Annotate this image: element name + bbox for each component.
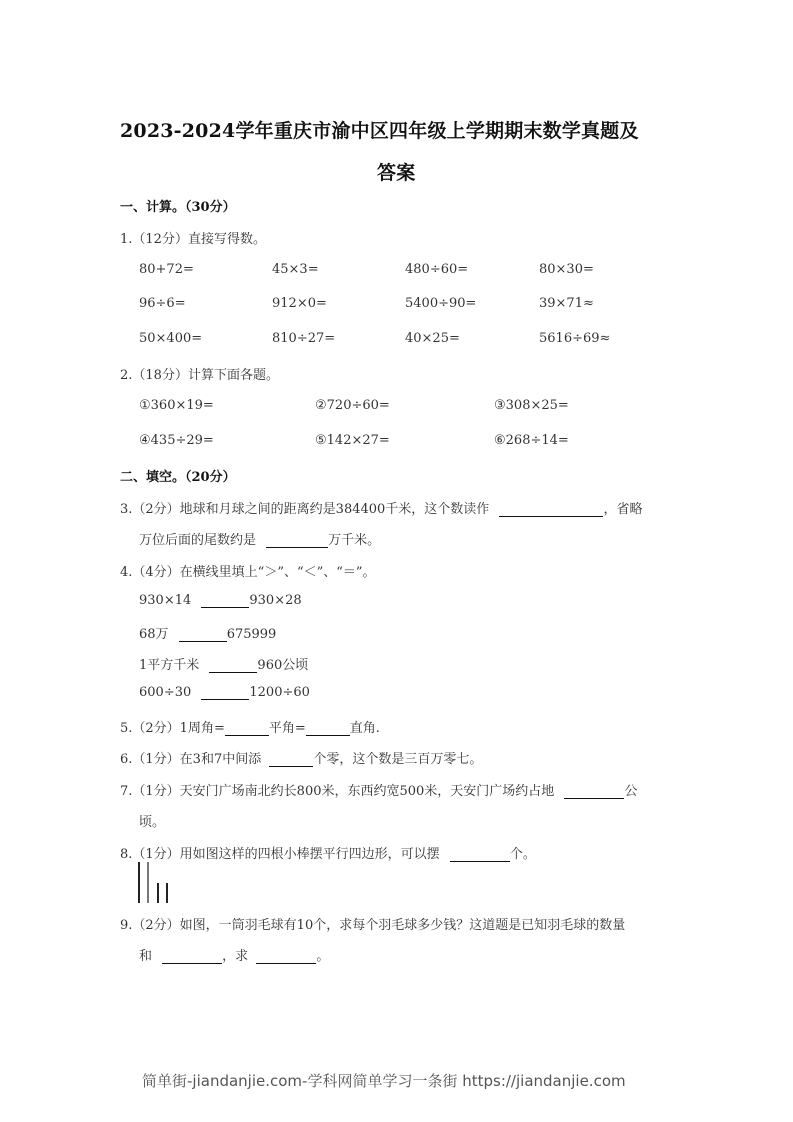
question-3-line2 (139, 529, 380, 548)
question-5 (120, 717, 380, 736)
answer-blank[interactable] (201, 593, 249, 608)
question-9-text: 。 (316, 949, 330, 964)
question-4-label: 4.（4分）在横线里填上“＞”、“＜”、“＝”。 (120, 565, 376, 580)
q1-item: 5616÷69≈ (539, 331, 611, 346)
question-5-text: 5.（2分）1周角= (120, 721, 225, 736)
comparison-right: 1200÷60 (249, 685, 310, 700)
comparison-right: 930×28 (249, 593, 302, 608)
answer-blank[interactable] (564, 784, 624, 799)
q1-item: 5400÷90= (405, 296, 477, 311)
stick-long-2 (147, 862, 149, 903)
comparison-right: 960公顷 (257, 658, 309, 673)
question-9-text: 和 (139, 949, 153, 964)
comparison-right: 675999 (226, 627, 277, 642)
q2-item: ③308×25= (494, 398, 569, 413)
comparison-item (139, 654, 308, 673)
answer-blank[interactable] (201, 685, 249, 700)
question-6 (120, 748, 482, 767)
question-9-text: ，求 (222, 949, 249, 964)
comparison-item (139, 623, 276, 642)
answer-blank[interactable] (499, 502, 603, 517)
question-6-text: 个零，这个数是三百万零七。 (313, 752, 483, 767)
footer-watermark: 简单街-jiandanjie.com-学科网简单学习一条街 https://jiandanjie.com (142, 1072, 626, 1090)
question-2-label: 2.（18分）计算下面各题。 (120, 368, 279, 383)
document-title-line1: 2023-2024学年重庆市渝中区四年级上学期期末数学真题及 (120, 120, 639, 142)
question-7-line1 (120, 780, 637, 799)
q1-item: 480÷60= (405, 262, 469, 277)
question-5-text: 平角= (268, 721, 306, 736)
q1-item: 45×3= (272, 262, 319, 277)
question-3-line1 (120, 498, 642, 517)
question-7-text: 公 (624, 784, 638, 799)
question-7-line2: 顷。 (139, 815, 166, 830)
q1-item: 96÷6= (139, 296, 186, 311)
q1-item: 50×400= (139, 331, 203, 346)
q1-item: 40×25= (405, 331, 460, 346)
question-3-text-cont: ，省略 (603, 502, 643, 517)
section-heading-fill-in: 二、填空。（20分） (120, 470, 236, 485)
q2-item: ④435÷29= (139, 433, 214, 448)
section-heading-calculation: 一、计算。（30分） (120, 200, 236, 215)
question-8-text: 8.（1分）用如图这样的四根小棒摆平行四边形，可以摆 (120, 847, 440, 862)
answer-blank[interactable] (209, 658, 257, 673)
q1-item: 80+72= (139, 262, 194, 277)
comparison-left: 600÷30 (139, 685, 192, 700)
question-5-text: 直角. (349, 721, 380, 736)
q1-item: 80×30= (539, 262, 594, 277)
comparison-left: 68万 (139, 627, 169, 642)
question-9-line2 (139, 945, 329, 964)
q2-item: ⑥268÷14= (494, 433, 569, 448)
stick-long-1 (138, 862, 140, 903)
answer-blank[interactable] (162, 949, 222, 964)
question-8-text: 个。 (509, 847, 536, 862)
question-1-label: 1.（12分）直接写得数。 (120, 232, 266, 247)
answer-blank[interactable] (256, 949, 316, 964)
question-3-text: 万位后面的尾数约是 (139, 533, 257, 548)
comparison-left: 930×14 (139, 593, 192, 608)
document-title-line2: 答案 (377, 162, 416, 184)
answer-blank[interactable] (225, 721, 269, 736)
question-3-text-end: 万千米。 (328, 533, 381, 548)
question-7-text: 7.（1分）天安门广场南北约长800米，东西约宽500米，天安门广场约占地 (120, 784, 555, 799)
q1-item: 912×0= (272, 296, 327, 311)
question-9-line1: 9.（2分）如图，一筒羽毛球有10个，求每个羽毛球多少钱？这道题是已知羽毛球的数量 (120, 918, 626, 933)
answer-blank[interactable] (266, 533, 328, 548)
comparison-left: 1平方千米 (139, 658, 200, 673)
answer-blank[interactable] (450, 847, 510, 862)
q1-item: 39×71≈ (539, 296, 594, 311)
answer-blank[interactable] (179, 627, 227, 642)
comparison-item (139, 593, 302, 608)
question-8 (120, 843, 536, 862)
comparison-item (139, 685, 310, 700)
answer-blank[interactable] (269, 752, 313, 767)
q1-item: 810÷27= (272, 331, 336, 346)
stick-short-1 (157, 883, 159, 903)
q2-item: ⑤142×27= (315, 433, 390, 448)
question-6-text: 6.（1分）在3和7中间添 (120, 752, 262, 767)
answer-blank[interactable] (306, 721, 350, 736)
stick-short-2 (166, 883, 168, 903)
q2-item: ①360×19= (139, 398, 214, 413)
q2-item: ②720÷60= (315, 398, 390, 413)
question-3-text: 3.（2分）地球和月球之间的距离约是384400千米，这个数读作 (120, 502, 490, 517)
